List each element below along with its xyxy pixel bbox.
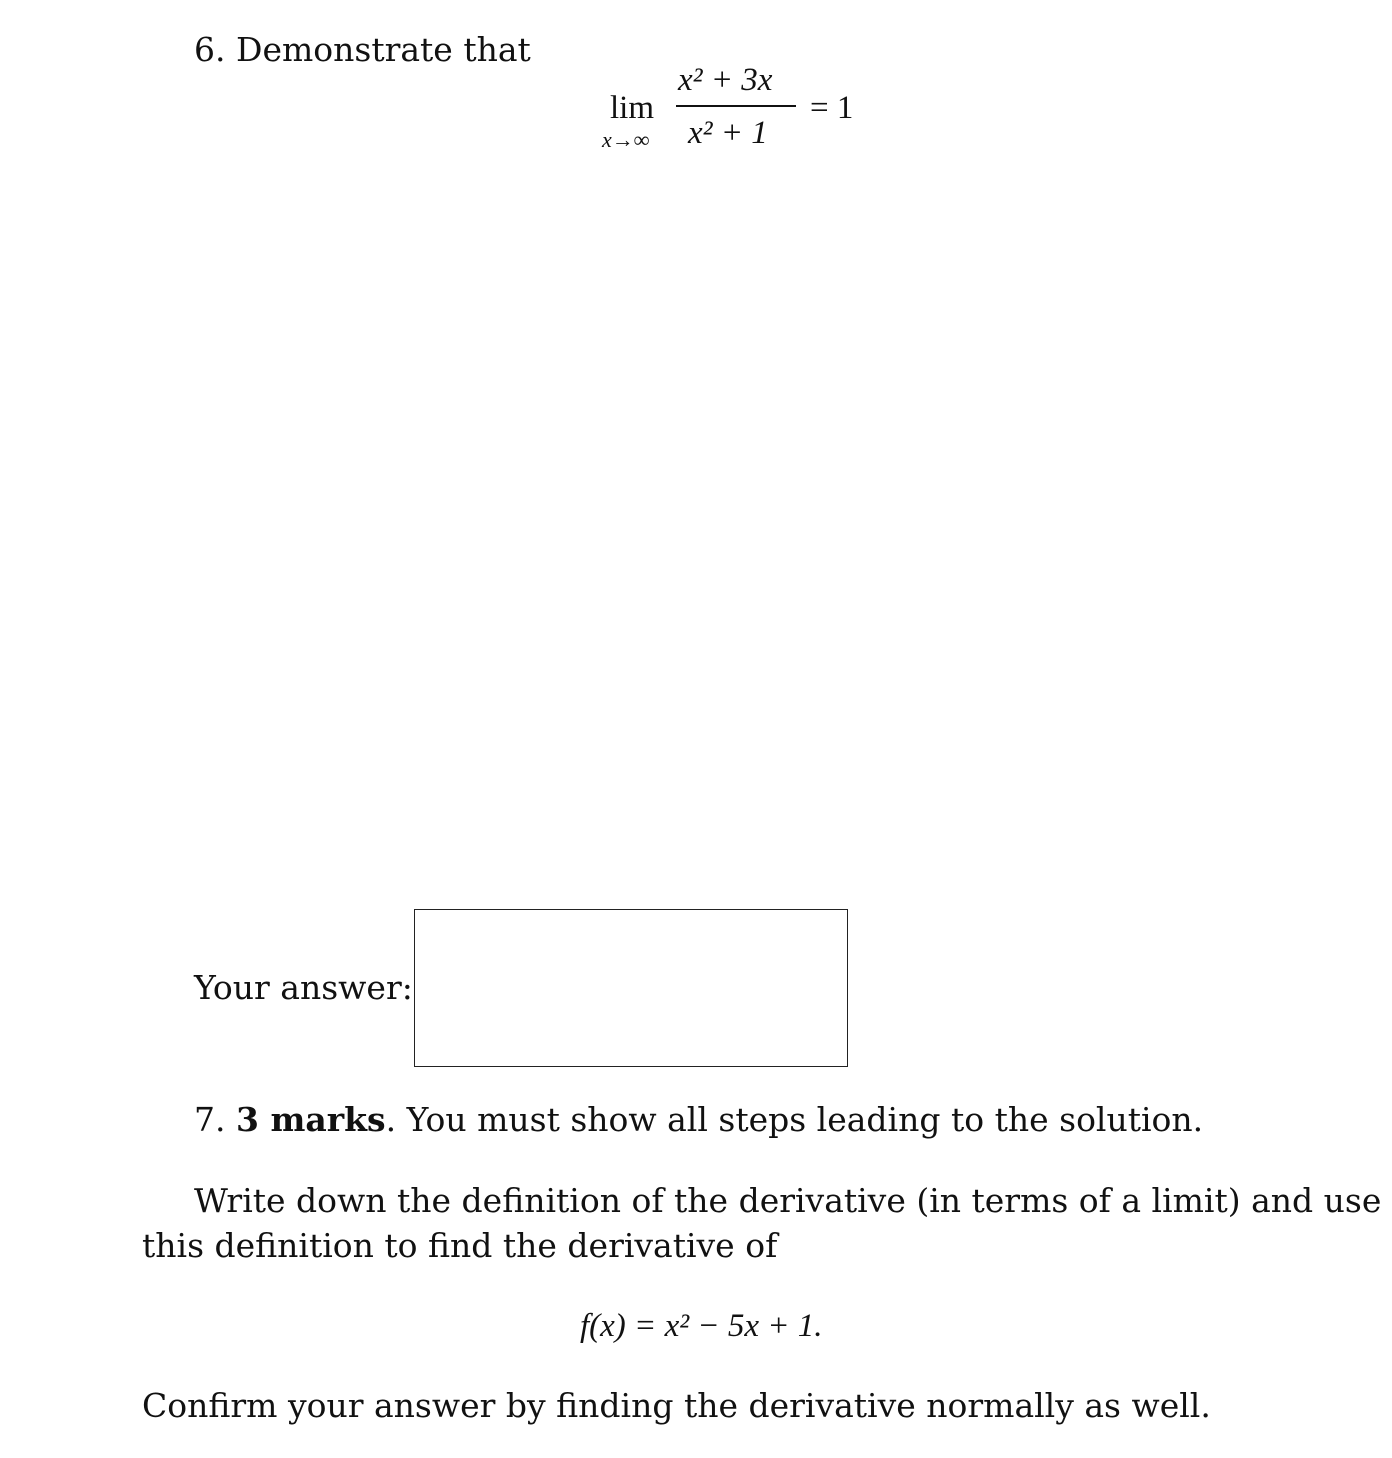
- answer-input-box[interactable]: [414, 909, 848, 1067]
- problem-7-marks: 3 marks: [236, 1100, 386, 1139]
- problem-6-number: 6.: [194, 30, 226, 69]
- problem-6-prompt: Demonstrate that: [236, 30, 531, 69]
- fraction-numerator: x² + 3x: [678, 62, 773, 98]
- problem-7-instruction: . You must show all steps leading to the solution.: [385, 1100, 1204, 1139]
- problem-7-heading: [194, 1100, 1203, 1140]
- fraction-denominator: x² + 1: [688, 115, 768, 151]
- limit-result: = 1: [810, 90, 854, 126]
- problem-7-body-line-2: this definition to find the derivative of: [142, 1226, 778, 1265]
- problem-7-confirm-text: Confirm your answer by finding the derivative normally as well.: [142, 1386, 1211, 1425]
- fraction-bar: [676, 105, 796, 107]
- problem-7-formula: f(x) = x² − 5x + 1.: [580, 1308, 823, 1344]
- limit-subscript: x→∞: [602, 127, 650, 152]
- problem-7-body-line-1: Write down the definition of the derivative (in terms of a limit) and use: [194, 1181, 1382, 1220]
- answer-label: Your answer:: [194, 968, 413, 1007]
- problem-6-heading: [194, 30, 531, 70]
- limit-expression: [598, 58, 898, 158]
- limit-operator: lim: [610, 90, 655, 126]
- problem-7-number: 7.: [194, 1100, 226, 1139]
